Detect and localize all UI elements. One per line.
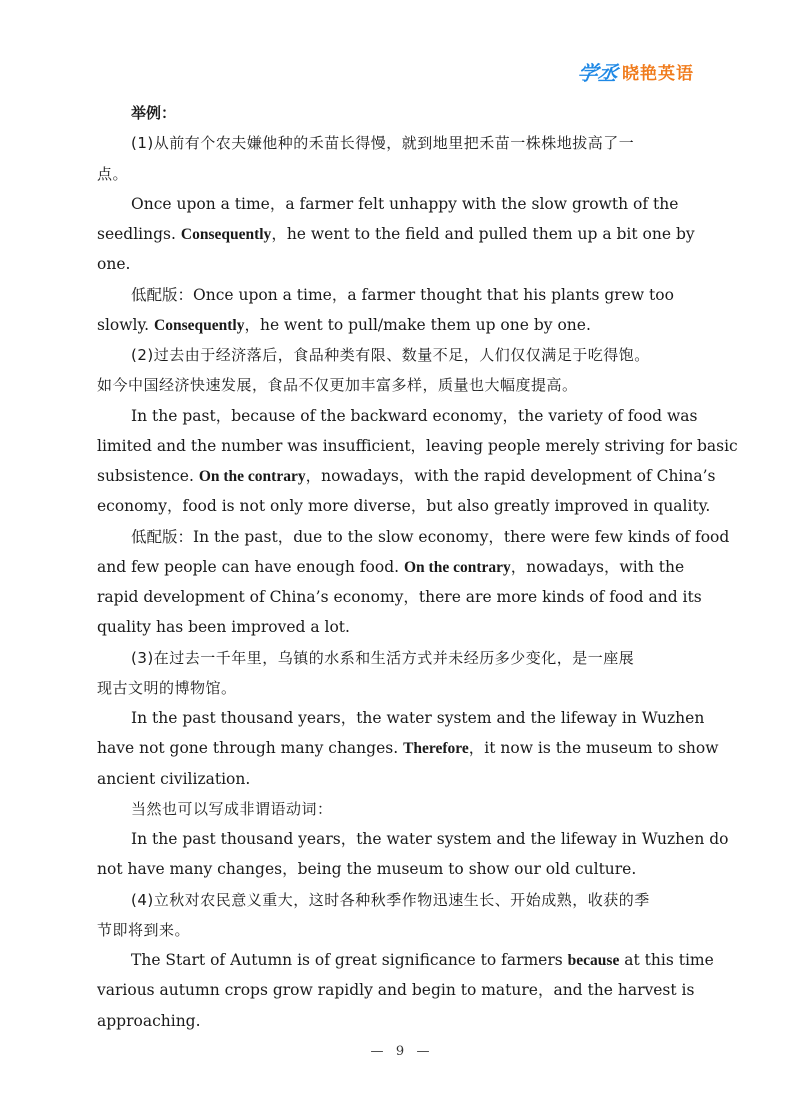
example-1-simple-cont [97, 310, 704, 340]
connector-word: because [567, 952, 620, 969]
example-2-translation-cont: limited and the number was insufficient，leaving people merely striving for basic [97, 436, 738, 455]
sentence-text: have not gone through many changes. [97, 739, 399, 758]
example-1-chinese-cont: 点。 [97, 164, 129, 183]
section-heading: 举例： [131, 104, 177, 122]
example-1-translation-cont [97, 219, 704, 249]
example-3-chinese-cont: 现古文明的博物馆。 [97, 678, 237, 697]
connector-word: Consequently [154, 316, 245, 334]
brand-logo [578, 56, 694, 86]
document-body [97, 98, 738, 1036]
example-1-translation: Once upon a time，a farmer felt unhappy with the slow growth of the [131, 194, 679, 213]
page-number: 9 [395, 1044, 405, 1059]
footer-dash-right: — [416, 1044, 430, 1059]
alternative-note: 当然也可以写成非谓语动词： [131, 799, 333, 818]
example-4-chinese-cont: 节即将到来。 [97, 920, 191, 939]
example-4-translation [97, 945, 714, 975]
sentence-text: subsistence. [97, 467, 194, 485]
example-2-simple-cont [97, 552, 704, 582]
sentence-text: ，nowadays，with the [510, 557, 685, 576]
example-2-chinese: (2)过去由于经济落后，食品种类有限、数量不足，人们仅仅满足于吃得饱。 [131, 346, 650, 364]
sentence-text: slowly. [97, 315, 150, 334]
example-3-translation: In the past thousand years，the water system and the lifeway in Wuzhen [131, 709, 705, 727]
connector-word: Therefore [403, 740, 469, 758]
example-1-simple: 低配版：Once upon a time，a farmer thought that his plants grew too [131, 285, 674, 304]
footer-dash-left: — [370, 1044, 384, 1059]
example-3-translation-end: ancient civilization. [97, 769, 251, 788]
example-4-translation-end: approaching. [97, 1011, 201, 1030]
example-2-simple: 低配版：In the past，due to the slow economy，there were few kinds of food [131, 527, 730, 546]
connector-word: On the contrary [198, 468, 306, 485]
example-2-translation-end: economy，food is not only more diverse，but also greatly improved in quality. [97, 497, 711, 516]
sentence-text: ，he went to pull/make them up one by one. [244, 315, 591, 334]
example-3-chinese: (3)在过去一千年里，乌镇的水系和生活方式并未经历多少变化，是一座展 [131, 648, 635, 667]
example-2-simple-end: quality has been improved a lot. [97, 618, 350, 637]
page-footer [0, 1044, 800, 1059]
example-2-translation: In the past，because of the backward economy，the variety of food was [131, 406, 698, 425]
connector-word: Consequently [180, 226, 272, 243]
example-1-translation-end: one. [97, 255, 131, 274]
logo-text: 晓艳英语 [622, 63, 694, 84]
sentence-text: ，nowadays，with the rapid development of China’s [305, 467, 716, 485]
sentence-text: The Start of Autumn is of great significance to farmers [131, 951, 563, 969]
sentence-text: and few people can have enough food. [97, 557, 400, 576]
alternative-translation: In the past thousand years，the water system and the lifeway in Wuzhen do [131, 830, 729, 848]
example-1-chinese: (1)从前有个农夫嫌他种的禾苗长得慢，就到地里把禾苗一株株地拔高了一 [131, 134, 635, 153]
alternative-translation-end: not have many changes，being the museum to show our old culture. [97, 860, 637, 879]
sentence-text: ，he went to the field and pulled them up a bit one by [271, 225, 695, 243]
sentence-text: seedlings. [97, 225, 176, 243]
sentence-text: ，it now is the museum to show [468, 739, 719, 758]
example-3-translation-cont [97, 733, 719, 763]
connector-word: On the contrary [403, 558, 511, 576]
example-2-translation-cont [97, 461, 716, 491]
example-2-chinese-cont: 如今中国经济快速发展，食品不仅更加丰富多样，质量也大幅度提高。 [97, 376, 578, 395]
example-2-simple-cont: rapid development of China’s economy，there are more kinds of food and its [97, 588, 702, 606]
example-4-chinese: (4)立秋对农民意义重大，这时各种秋季作物迅速生长、开始成熟，收获的季 [131, 890, 650, 909]
example-4-translation-cont: various autumn crops grow rapidly and begin to mature，and the harvest is [97, 981, 695, 1000]
logo-mark: 学丞 [576, 60, 620, 85]
sentence-text: at this time [624, 951, 714, 969]
